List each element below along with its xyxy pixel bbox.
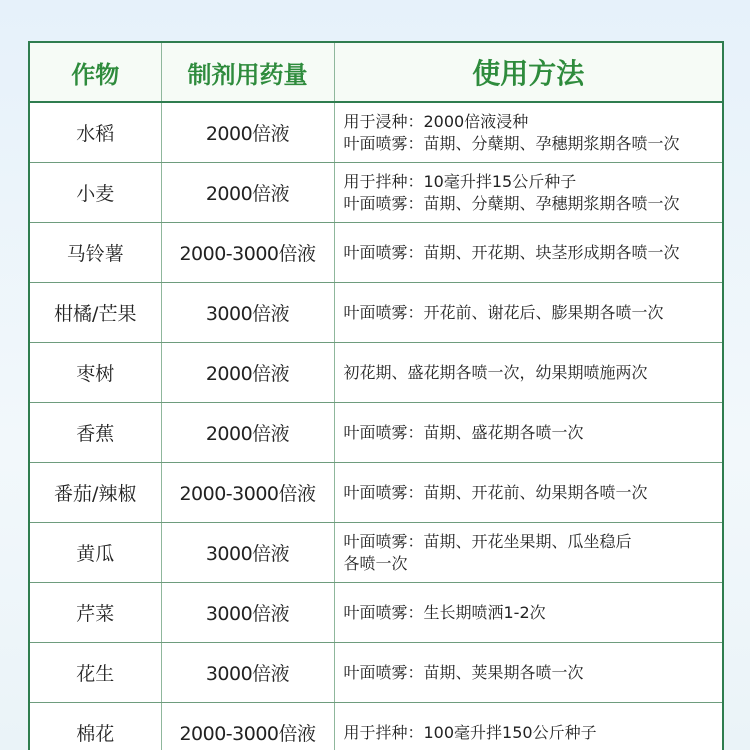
header-crop: 作物 [30,43,161,102]
method-line: 各喷一次 [343,553,408,573]
method-line: 叶面喷雾：生长期喷洒1-2次 [343,602,546,622]
method-line: 叶面喷雾：苗期、分蘖期、孕穗期浆期各喷一次 [343,133,680,153]
method-line: 叶面喷雾：苗期、开花期、块茎形成期各喷一次 [343,242,680,262]
crop-cell: 香蕉 [30,403,161,463]
table-row [30,643,722,703]
header-method: 使用方法 [334,43,722,102]
crop-cell: 柑橘/芒果 [30,283,161,343]
dose-cell: 2000-3000倍液 [161,463,334,523]
table-row [30,523,722,583]
dose-cell: 2000-3000倍液 [161,703,334,750]
method-cell [334,403,722,463]
method-cell [334,343,722,403]
usage-table [30,43,722,750]
crop-cell: 小麦 [30,163,161,223]
method-cell [334,102,722,163]
dose-cell: 2000倍液 [161,102,334,163]
method-cell [334,523,722,583]
method-line: 叶面喷雾：苗期、开花前、幼果期各喷一次 [343,482,648,502]
method-line: 用于拌种：100毫升拌150公斤种子 [343,722,597,742]
table-row [30,102,722,163]
crop-cell: 马铃薯 [30,223,161,283]
method-line: 叶面喷雾：苗期、荚果期各喷一次 [343,662,584,682]
table-body [30,102,722,750]
method-line: 叶面喷雾：苗期、开花坐果期、瓜坐稳后 [343,531,632,551]
method-line: 叶面喷雾：开花前、谢花后、膨果期各喷一次 [343,302,664,322]
table-row [30,163,722,223]
crop-cell: 番茄/辣椒 [30,463,161,523]
table-row [30,403,722,463]
method-cell [334,163,722,223]
method-line: 用于拌种：10毫升拌15公斤种子 [343,171,577,191]
method-cell [334,643,722,703]
header-dose: 制剂用药量 [161,43,334,102]
dose-cell: 3000倍液 [161,523,334,583]
method-line: 初花期、盛花期各喷一次，幼果期喷施两次 [343,362,648,382]
method-cell [334,703,722,750]
method-cell [334,283,722,343]
table-row [30,223,722,283]
table-row [30,343,722,403]
table-row [30,583,722,643]
crop-cell: 水稻 [30,102,161,163]
method-cell [334,583,722,643]
crop-cell: 花生 [30,643,161,703]
dose-cell: 2000倍液 [161,403,334,463]
dose-cell: 3000倍液 [161,283,334,343]
table-row [30,703,722,750]
dose-cell: 3000倍液 [161,643,334,703]
crop-cell: 枣树 [30,343,161,403]
crop-cell: 棉花 [30,703,161,750]
method-line: 叶面喷雾：苗期、分蘖期、孕穗期浆期各喷一次 [343,193,680,213]
dose-cell: 2000倍液 [161,163,334,223]
table-row [30,463,722,523]
usage-table-container [28,41,724,750]
crop-cell: 黄瓜 [30,523,161,583]
crop-cell: 芹菜 [30,583,161,643]
method-line: 叶面喷雾：苗期、盛花期各喷一次 [343,422,584,442]
table-header-row [30,43,722,102]
method-line: 用于浸种：2000倍液浸种 [343,111,529,131]
table-row [30,283,722,343]
dose-cell: 2000倍液 [161,343,334,403]
dose-cell: 3000倍液 [161,583,334,643]
dose-cell: 2000-3000倍液 [161,223,334,283]
method-cell [334,463,722,523]
method-cell [334,223,722,283]
